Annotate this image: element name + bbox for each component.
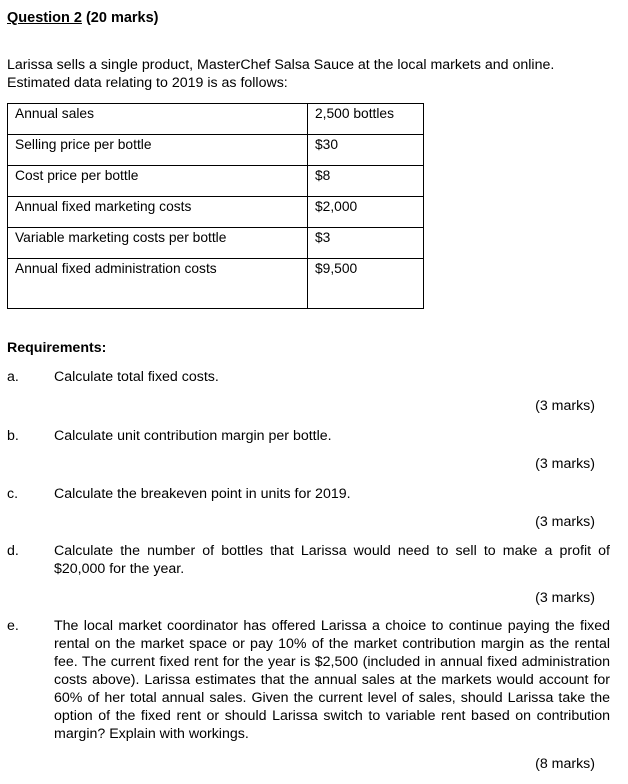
item-label: a.: [7, 369, 19, 385]
table-row: [8, 104, 424, 135]
table-value-cell: $3: [308, 228, 424, 259]
item-marks-b: (3 marks): [535, 456, 595, 472]
table-value-cell: 2,500 bottles: [308, 104, 424, 135]
intro-line-2: Estimated data relating to 2019 is as follows:: [7, 75, 288, 91]
item-text: Calculate the breakeven point in units for 2019.: [54, 486, 351, 502]
table-value-cell: $30: [308, 135, 424, 166]
table-row: [8, 135, 424, 166]
cost-data-table: [7, 103, 424, 309]
item-text: The local market coordinator has offered Larissa a choice to continue paying the fixed rental on the market space or pay 10% of the market contribution margin as the rental fee. The current fixed rent for the year is $2,500 (included in annual fixed administration costs above). Larissa estimates that the annual sales at the markets would account for 60% of her total annual sales. Given the current level of sales, should Larissa take the option of the fixed rent or should Larissa switch to variable rent based on contribution margin? Explain with workings.: [54, 618, 610, 742]
item-marks-a: (3 marks): [535, 398, 595, 414]
item-marks-e: (8 marks): [535, 756, 595, 772]
table-row: [8, 197, 424, 228]
table-value-cell: $9,500: [308, 259, 424, 309]
table-label-cell: Annual sales: [8, 104, 308, 135]
item-marks-d: (3 marks): [535, 590, 595, 606]
item-marks-c: (3 marks): [535, 514, 595, 530]
requirements-title: Requirements:: [7, 340, 107, 356]
table-row: [8, 259, 424, 309]
item-label: b.: [7, 428, 19, 444]
intro-line-1: Larissa sells a single product, MasterChef Salsa Sauce at the local markets and online.: [7, 57, 555, 73]
item-label: c.: [7, 486, 19, 502]
table-label-cell: Cost price per bottle: [8, 166, 308, 197]
table-value-cell: $8: [308, 166, 424, 197]
item-label: e.: [7, 618, 19, 634]
table-label-cell: Selling price per bottle: [8, 135, 308, 166]
table-row: [8, 228, 424, 259]
question-number: Question 2: [7, 10, 82, 26]
table-label-cell: Variable marketing costs per bottle: [8, 228, 308, 259]
item-text: Calculate the number of bottles that Larissa would need to sell to make a profit of $20,000 for the year.: [54, 543, 610, 577]
item-text: Calculate unit contribution margin per bottle.: [54, 428, 332, 444]
question-heading: [7, 10, 159, 26]
table-label-cell: Annual fixed marketing costs: [8, 197, 308, 228]
question-marks: (20 marks): [85, 10, 159, 26]
item-text: Calculate total fixed costs.: [54, 369, 219, 385]
table-label-cell: Annual fixed administration costs: [8, 259, 308, 309]
table-row: [8, 166, 424, 197]
table-value-cell: $2,000: [308, 197, 424, 228]
intro-paragraph: [7, 56, 610, 92]
item-label: d.: [7, 543, 19, 559]
